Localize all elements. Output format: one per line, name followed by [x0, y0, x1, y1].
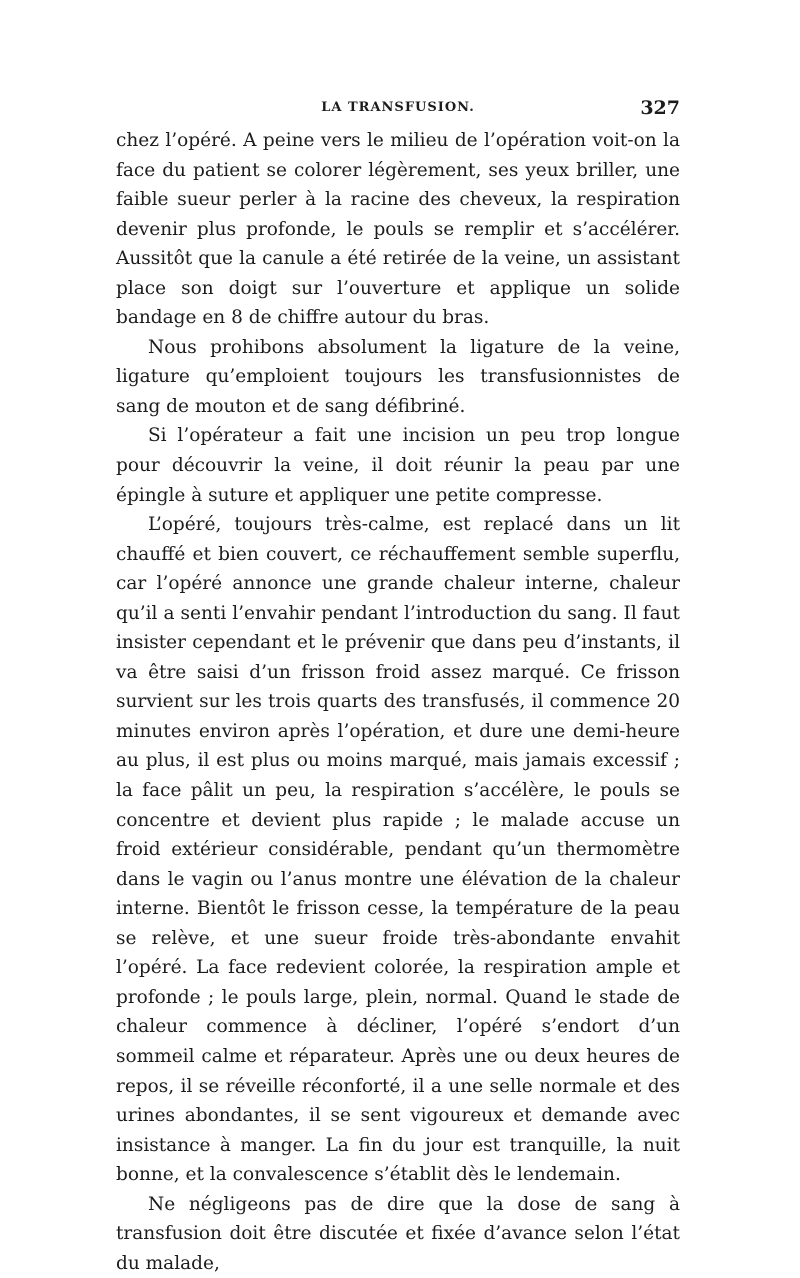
body-text [116, 126, 680, 1278]
paragraph-continuation: chez l’opéré. A peine vers le milieu de l’opération voit-on la face du patient se colorer légèrement, ses yeux briller, une faible sueur perler à la racine des cheveux, la respiration devenir plus profonde, le pouls se remplir et s’accélérer. Aussitôt que la canule a été retirée de la veine, un assistant place son doigt sur l’ouverture et applique un solide bandage en 8 de chiffre autour du bras. [116, 130, 680, 329]
running-head [116, 96, 680, 120]
paragraph-ligature: Nous prohibons absolument la ligature de la veine, ligature qu’emploient toujours les transfusionnistes de sang de mouton et de sang défibriné. [116, 336, 680, 417]
running-title: LA TRANSFUSION. [321, 100, 475, 115]
paragraph-aftercare: L’opéré, toujours très-calme, est replacé dans un lit chauffé et bien couvert, ce réchauffement semble superflu, car l’opéré annonce une grande chaleur interne, chaleur qu’il a senti l’envahir pendant l’introduction du sang. Il faut insister cependant et le prévenir que dans peu d’instants, il va être saisi d’un frisson froid assez marqué. Ce frisson survient sur les trois quarts des transfusés, il commence 20 minutes environ après l’opération, et dure une demi-heure au plus, il est plus ou moins marqué, mais jamais excessif ; la face pâlit un peu, la respiration s’accélère, le pouls se concentre et devient plus rapide ; le malade accuse un froid extérieur considérable, pendant qu’un thermomètre dans le vagin ou l’anus montre une élévation de la chaleur interne. Bientôt le frisson cesse, la température de la peau se relève, et une sueur froide très-abondante envahit l’opéré. La face redevient colorée, la respiration ample et profonde ; le pouls large, plein, normal. Quand le stade de chaleur commence à décliner, l’opéré s’endort d’un sommeil calme et réparateur. Après une ou deux heures de repos, il se réveille réconforté, il a une selle normale et des urines abondantes, il se sent vigoureux et demande avec insistance à manger. La fin du jour est tranquille, la nuit bonne, et la convalescence s’établit dès le lendemain. [116, 514, 680, 1186]
page-number: 327 [640, 97, 680, 119]
paragraph-incision: Si l’opérateur a fait une incision un peu trop longue pour découvrir la veine, il doit réunir la peau par une épingle à suture et appliquer une petite compresse. [116, 425, 680, 506]
paragraph-dose: Ne négligeons pas de dire que la dose de sang à transfusion doit être discutée et fixée d’avance selon l’état du malade, [116, 1193, 680, 1274]
